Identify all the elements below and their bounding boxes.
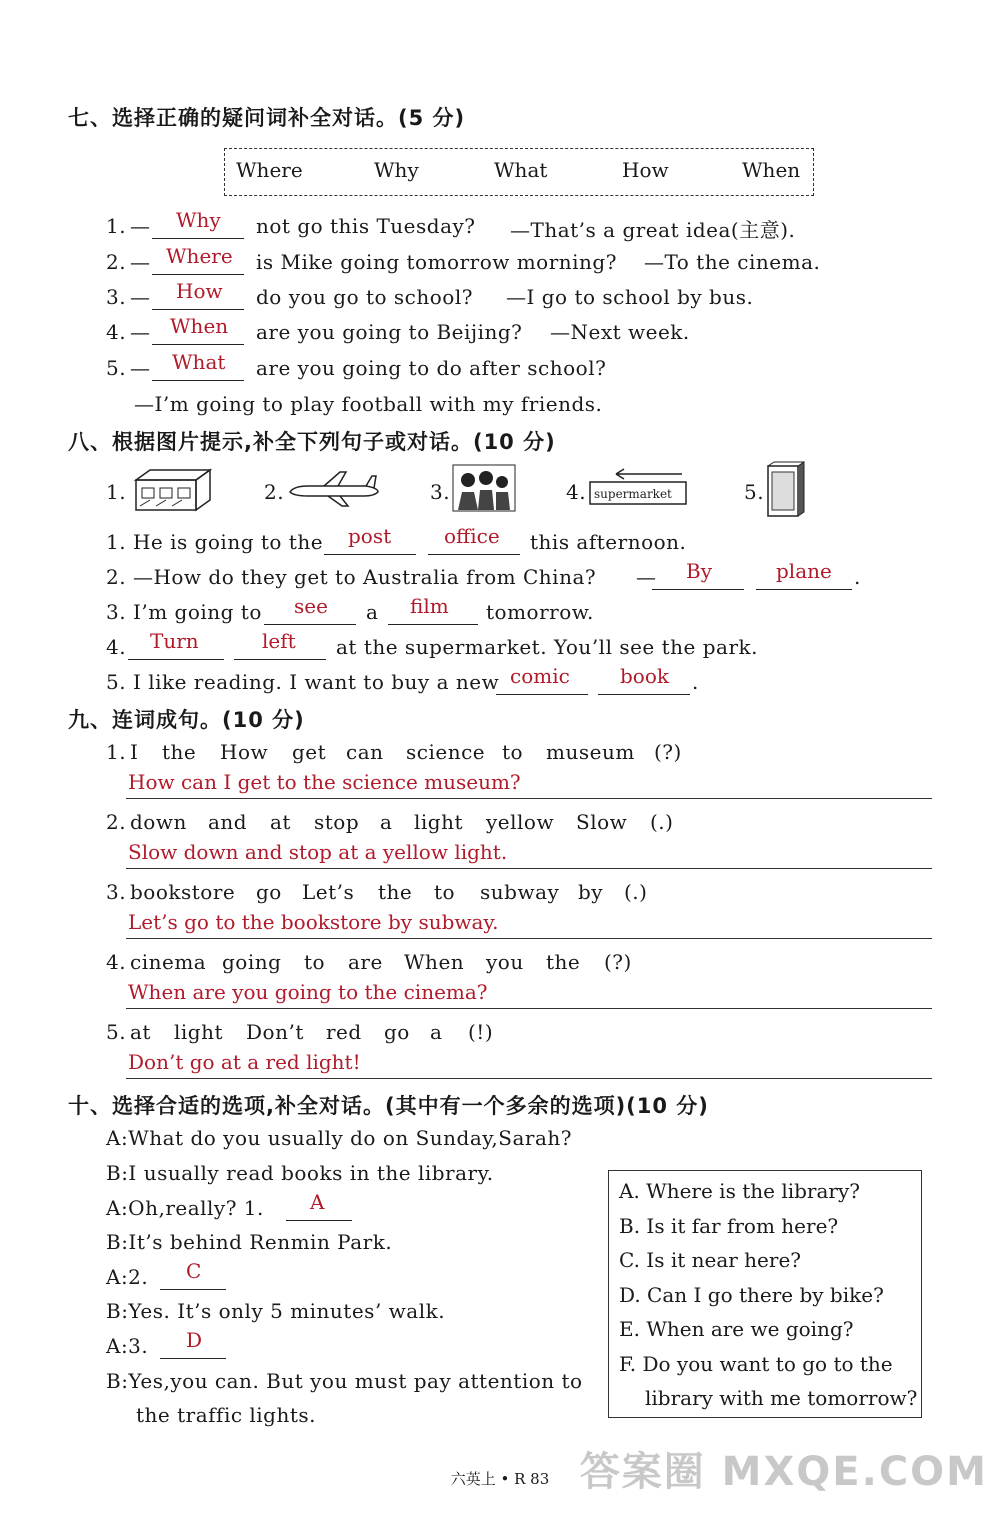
q4-answer-1: Turn (150, 629, 199, 653)
dash: — (130, 356, 151, 380)
scrambled-word: are (348, 950, 383, 974)
word-bank-item: What (494, 158, 548, 182)
dialog-line: B:I usually read books in the library. (106, 1161, 494, 1185)
end-punctuation: (?) (604, 950, 632, 974)
scrambled-word: the (162, 740, 197, 764)
q4-prefix: 4. (106, 635, 127, 659)
option-item: D. Can I go there by bike? (619, 1283, 884, 1307)
watermark (580, 1440, 988, 1497)
dialog-line: B:It’s behind Renmin Park. (106, 1230, 393, 1254)
scrambled-word: cinema (130, 950, 207, 974)
answer-1: A (310, 1190, 325, 1214)
end-punctuation: (?) (654, 740, 682, 764)
q3-mid: a (366, 600, 379, 624)
answer-2: C (186, 1259, 202, 1283)
q5-answer-2: book (620, 664, 670, 688)
supermarket-sign-icon (586, 466, 692, 514)
reply-text: —That’s a great idea(主意). (510, 218, 796, 242)
pic-number: 4. (566, 480, 587, 504)
scrambled-word: How (220, 740, 269, 764)
scrambled-word: museum (546, 740, 635, 764)
q2-prefix: 2. —How do they get to Australia from China? (106, 565, 597, 589)
question-text: is Mike going tomorrow morning? (256, 250, 617, 274)
scrambled-word: bookstore (130, 880, 236, 904)
dialog-line: A:3. (106, 1334, 149, 1358)
dash: — (130, 320, 151, 344)
scrambled-word: When (404, 950, 465, 974)
question-text: are you going to Beijing? (256, 320, 523, 344)
answer-sentence: Don’t go at a red light! (128, 1050, 361, 1074)
item-number: 2. (106, 250, 127, 274)
q1-answer-1: post (348, 524, 392, 548)
cinema-scene-icon (452, 464, 516, 512)
dialog-line: A:Oh,really? 1. (106, 1196, 264, 1220)
reply-text: —To the cinema. (644, 250, 821, 274)
q3-answer-2: film (410, 594, 449, 618)
word-bank-item: How (622, 158, 669, 182)
word-bank-item: When (742, 158, 801, 182)
section-7-title: 七、选择正确的疑问词补全对话。(5 分) (68, 106, 466, 130)
reply-text: —Next week. (550, 320, 690, 344)
answer-2: Where (166, 244, 233, 268)
q2-answer-2: plane (776, 559, 832, 583)
scrambled-word: by (578, 880, 604, 904)
sign-label: supermarket (594, 487, 672, 501)
scrambled-word: the (378, 880, 413, 904)
section-8-title: 八、根据图片提示,补全下列句子或对话。(10 分) (68, 430, 556, 454)
reply-text: —I’m going to play football with my friends. (134, 392, 603, 416)
option-item: C. Is it near here? (619, 1248, 802, 1272)
dash: — (130, 214, 151, 238)
item-number: 2. (106, 810, 127, 834)
end-punctuation: (.) (650, 810, 674, 834)
dash: — (130, 285, 151, 309)
reply-text: —I go to school by bus. (506, 285, 754, 309)
pic-number: 3. (430, 480, 451, 504)
option-item: B. Is it far from here? (619, 1214, 839, 1238)
dash: — (130, 250, 151, 274)
q2-suffix: . (854, 565, 861, 589)
scrambled-word: at (130, 1020, 151, 1044)
dialog-line: A:What do you usually do on Sunday,Sarah? (106, 1126, 572, 1150)
scrambled-word: get (292, 740, 327, 764)
word-bank-item: Why (374, 158, 419, 182)
scrambled-word: at (270, 810, 291, 834)
section-9-title: 九、连词成句。(10 分) (68, 708, 305, 732)
scrambled-word: to (502, 740, 524, 764)
post-office-icon (126, 466, 216, 514)
q3-suffix: tomorrow. (486, 600, 594, 624)
scrambled-word: light (414, 810, 464, 834)
item-number: 5. (106, 1020, 127, 1044)
question-text: not go this Tuesday? (256, 214, 476, 238)
q3-answer-1: see (294, 594, 328, 618)
item-number: 1. (106, 740, 127, 764)
pic-number: 2. (264, 480, 285, 504)
word-bank-item: Where (236, 158, 303, 182)
option-item: E. When are we going? (619, 1317, 854, 1341)
scrambled-word: science (406, 740, 486, 764)
answer-3: D (186, 1328, 203, 1352)
option-item: A. Where is the library? (619, 1179, 860, 1203)
scrambled-word: to (304, 950, 326, 974)
question-text: do you go to school? (256, 285, 473, 309)
item-number: 3. (106, 285, 127, 309)
answer-sentence: Slow down and stop at a yellow light. (128, 840, 508, 864)
answer-sentence: Let’s go to the bookstore by subway. (128, 910, 499, 934)
scrambled-word: Let’s (302, 880, 355, 904)
answer-4: When (170, 314, 229, 338)
comic-book-icon (764, 460, 810, 520)
dialog-line: the traffic lights. (136, 1403, 317, 1427)
option-item: library with me tomorrow? (645, 1386, 918, 1410)
dialog-line: B:Yes. It’s only 5 minutes’ walk. (106, 1299, 446, 1323)
q1-suffix: this afternoon. (530, 530, 687, 554)
q3-prefix: 3. I’m going to (106, 600, 262, 624)
item-number: 1. (106, 214, 127, 238)
scrambled-word: down (130, 810, 187, 834)
answer-3: How (176, 279, 223, 303)
scrambled-word: stop (314, 810, 360, 834)
scrambled-word: Slow (576, 810, 628, 834)
end-punctuation: (.) (624, 880, 648, 904)
scrambled-word: a (430, 1020, 443, 1044)
scrambled-word: can (346, 740, 384, 764)
end-punctuation: (!) (468, 1020, 494, 1044)
answer-sentence: How can I get to the science museum? (128, 770, 521, 794)
scrambled-word: to (434, 880, 456, 904)
scrambled-word: subway (480, 880, 560, 904)
q5-prefix: 5. I like reading. I want to buy a new (106, 670, 500, 694)
item-number: 4. (106, 320, 127, 344)
option-item: F. Do you want to go to the (619, 1352, 893, 1376)
dialog-line: B:Yes,you can. But you must pay attention to (106, 1369, 583, 1393)
scrambled-word: the (546, 950, 581, 974)
scrambled-word: you (486, 950, 524, 974)
answer-5: What (172, 350, 226, 374)
scrambled-word: light (174, 1020, 224, 1044)
scrambled-word: go (256, 880, 282, 904)
scrambled-word: a (380, 810, 393, 834)
scrambled-word: Don’t (246, 1020, 304, 1044)
question-text: are you going to do after school? (256, 356, 607, 380)
q1-prefix: 1. He is going to the (106, 530, 324, 554)
q1-answer-2: office (444, 524, 500, 548)
pic-number: 5. (744, 480, 765, 504)
item-number: 3. (106, 880, 127, 904)
section-10-title: 十、选择合适的选项,补全对话。(其中有一个多余的选项)(10 分) (68, 1094, 709, 1118)
answer-sentence: When are you going to the cinema? (128, 980, 488, 1004)
plane-icon (284, 468, 384, 508)
scrambled-word: yellow (486, 810, 555, 834)
scrambled-word: I (130, 740, 139, 764)
scrambled-word: go (384, 1020, 410, 1044)
q4-answer-2: left (262, 629, 296, 653)
pic-number: 1. (106, 480, 127, 504)
scrambled-word: and (208, 810, 248, 834)
watermark-text: 答案圈 MXQE.COM (579, 1449, 988, 1495)
page-footer: 六英上 • R 83 (450, 1470, 550, 1488)
q4-suffix: at the supermarket. You’ll see the park. (336, 635, 758, 659)
dialog-line: A:2. (106, 1265, 149, 1289)
scrambled-word: red (326, 1020, 362, 1044)
q2-answer-1: By (686, 559, 712, 583)
q5-suffix: . (692, 670, 699, 694)
q5-answer-1: comic (510, 664, 570, 688)
scrambled-word: going (222, 950, 282, 974)
options-box (608, 1170, 922, 1418)
answer-1: Why (176, 208, 221, 232)
item-number: 4. (106, 950, 127, 974)
dash: — (636, 565, 657, 589)
item-number: 5. (106, 356, 127, 380)
